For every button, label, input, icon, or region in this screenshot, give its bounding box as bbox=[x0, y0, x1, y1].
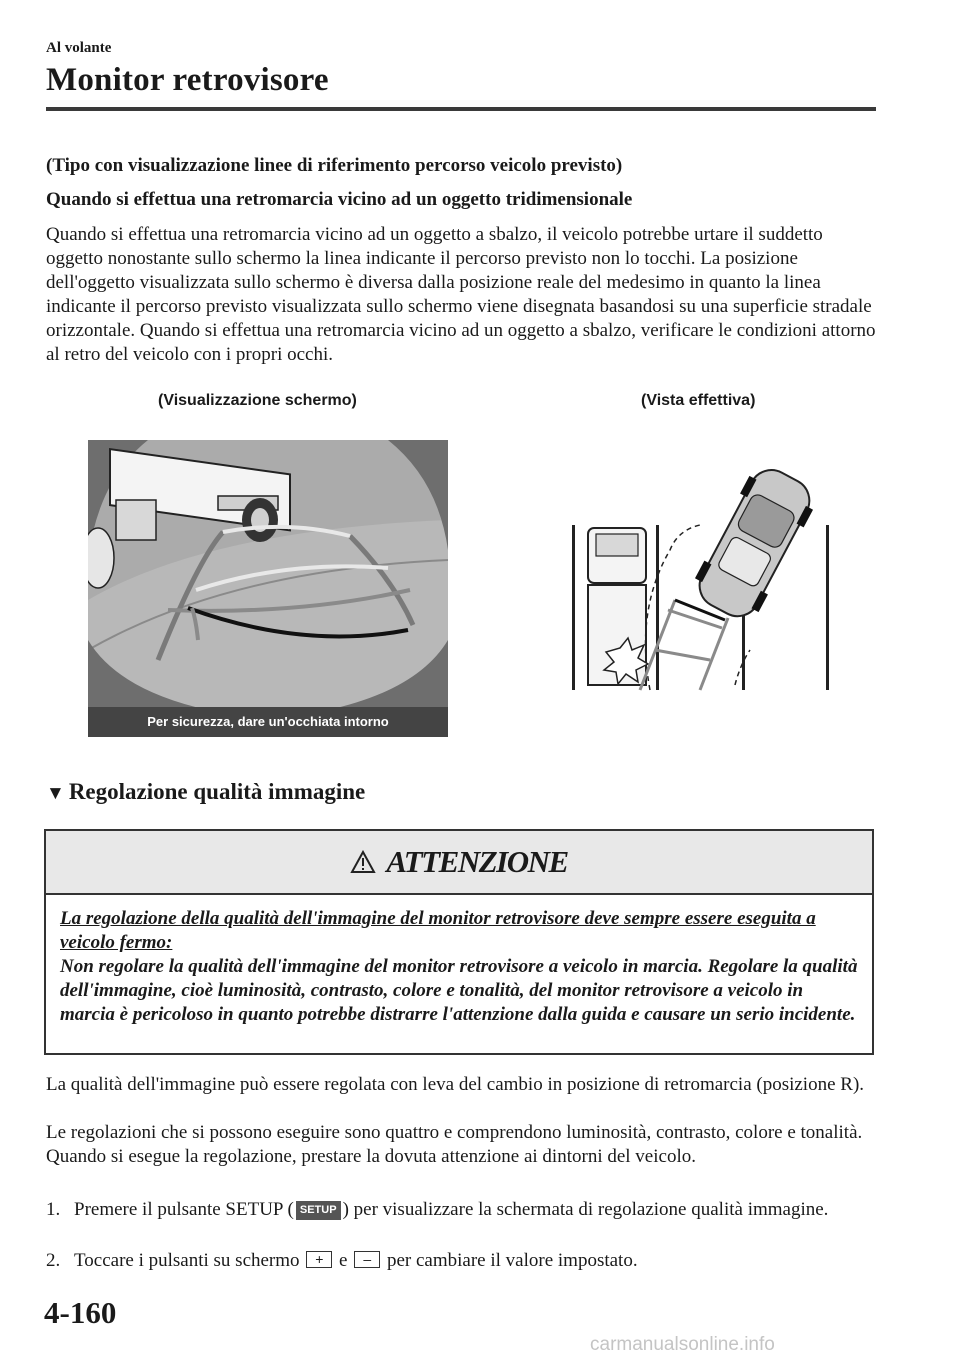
watermark: carmanualsonline.info bbox=[590, 1334, 775, 1355]
paragraph-3d-object: Quando si effettua una retromarcia vicino ad un oggetto a sbalzo, il veicolo potrebbe urtare il suddetto oggetto nonostante sullo schermo la linea indicante il percorso previsto non lo tocchi. La posizione dell'oggetto visualizzata sullo schermo è diversa dalla posizione reale del medesimo in quanto la linea indicante il percorso previsto visualizzata sullo schermo viene disegnata basandosi su una superficie stradale orizzontale. Quando si effettua una retromarcia vicino ad un oggetto a sbalzo, verificare le condizioni attorno al retro del veicolo con i propri occhi. bbox=[46, 224, 876, 365]
warning-underlined-text: La regolazione della qualità dell'immagine del monitor retrovisore deve sempre essere eseguita a veicolo fermo: bbox=[60, 908, 816, 953]
warning-triangle-icon bbox=[350, 850, 376, 874]
paragraph-adjust-position: La qualità dell'immagine può essere regolata con leva del cambio in posizione di retromarcia (posizione R). bbox=[46, 1074, 865, 1095]
step-text: Toccare i pulsanti su schermo + e – per cambiare il valore impostato. bbox=[74, 1250, 638, 1271]
section-heading-text: Regolazione qualità immagine bbox=[68, 779, 366, 804]
actual-view-illustration bbox=[560, 450, 850, 700]
caption-screen-view: (Visualizzazione schermo) bbox=[158, 392, 357, 409]
section-heading-image-quality bbox=[46, 779, 365, 805]
warning-header bbox=[46, 831, 872, 895]
screen-safety-banner: Per sicurezza, dare un'occhiata intorno bbox=[88, 707, 448, 737]
step-number: 1. bbox=[46, 1199, 61, 1220]
page-title: Monitor retrovisore bbox=[46, 62, 329, 98]
step-text: Premere il pulsante SETUP ( SETUP ) per visualizzare la schermata di regolazione qualità immagine. bbox=[74, 1199, 829, 1220]
paragraph-adjust-types: Le regolazioni che si possono eseguire sono quattro e comprendono luminosità, contrasto, colore e tonalità. Quando si esegue la regolazione, prestare la dovuta attenzione ai dintorni del veicolo. bbox=[46, 1122, 863, 1167]
warning-body bbox=[46, 895, 872, 1027]
step-1 bbox=[46, 1198, 876, 1222]
warning-title: ATTENZIONE bbox=[386, 844, 568, 879]
minus-button-icon: – bbox=[354, 1251, 380, 1268]
screen-view-figure bbox=[88, 440, 448, 737]
caption-actual-view: (Vista effettiva) bbox=[641, 392, 756, 409]
warning-text: Non regolare la qualità dell'immagine del monitor retrovisore a veicolo in marcia. Regolare la qualità dell'immagine, cioè luminosità, contrasto, colore e tonalità, del monitor retrovisore a veicolo in marcia è pericoloso in quanto potrebbe distrarre l'attenzione dalla guida e causare un serio incidente. bbox=[60, 956, 858, 1025]
page-number: 4-160 bbox=[44, 1295, 117, 1330]
subheading-type: (Tipo con visualizzazione linee di riferimento percorso veicolo previsto) bbox=[46, 155, 623, 176]
title-rule bbox=[46, 107, 876, 111]
triangle-down-icon: ▼ bbox=[46, 783, 65, 804]
section-kicker: Al volante bbox=[46, 40, 112, 56]
step-2 bbox=[46, 1249, 876, 1273]
setup-button-icon: SETUP bbox=[296, 1201, 341, 1220]
plus-button-icon: + bbox=[306, 1251, 332, 1268]
warning-box bbox=[44, 829, 874, 1055]
screen-view-illustration bbox=[88, 440, 448, 737]
subheading-3d-object: Quando si effettua una retromarcia vicino ad un oggetto tridimensionale bbox=[46, 189, 633, 210]
step-number: 2. bbox=[46, 1250, 61, 1271]
